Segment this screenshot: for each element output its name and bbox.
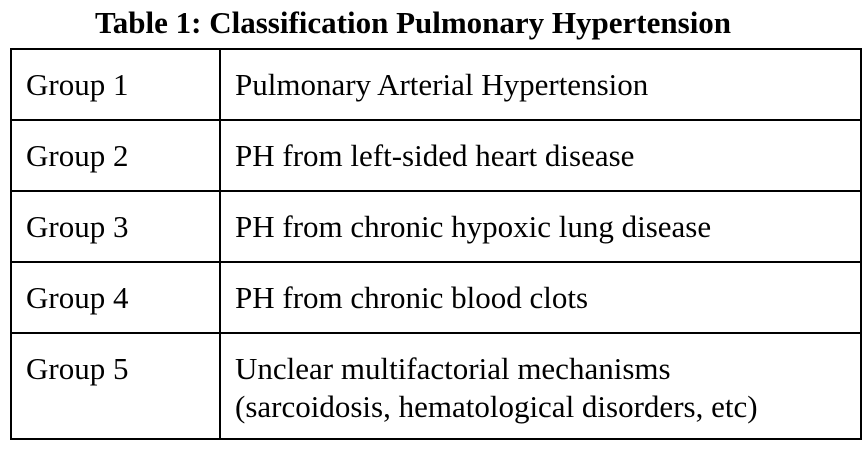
table-row (11, 120, 861, 191)
group-cell: Group 1 (11, 49, 220, 120)
description-cell (220, 120, 861, 191)
description-cell (220, 49, 861, 120)
description-line: Unclear multifactorial mechanisms (235, 351, 671, 386)
description-line: PH from chronic blood clots (235, 280, 589, 315)
group-cell: Group 2 (11, 120, 220, 191)
table-row (11, 262, 861, 333)
group-cell: Group 4 (11, 262, 220, 333)
description-line: Pulmonary Arterial Hypertension (235, 67, 649, 102)
table-row (11, 191, 861, 262)
description-cell (220, 262, 861, 333)
group-cell: Group 5 (11, 333, 220, 439)
classification-table (10, 48, 862, 440)
table-caption: Table 1: Classification Pulmonary Hypertension (94, 5, 732, 40)
description-line: PH from chronic hypoxic lung disease (235, 209, 712, 244)
description-line: PH from left-sided heart disease (235, 138, 635, 173)
description-line: (sarcoidosis, hematological disorders, etc) (235, 389, 758, 424)
description-cell (220, 191, 861, 262)
description-cell (220, 333, 861, 439)
group-cell: Group 3 (11, 191, 220, 262)
table-row (11, 49, 861, 120)
table-row (11, 333, 861, 439)
